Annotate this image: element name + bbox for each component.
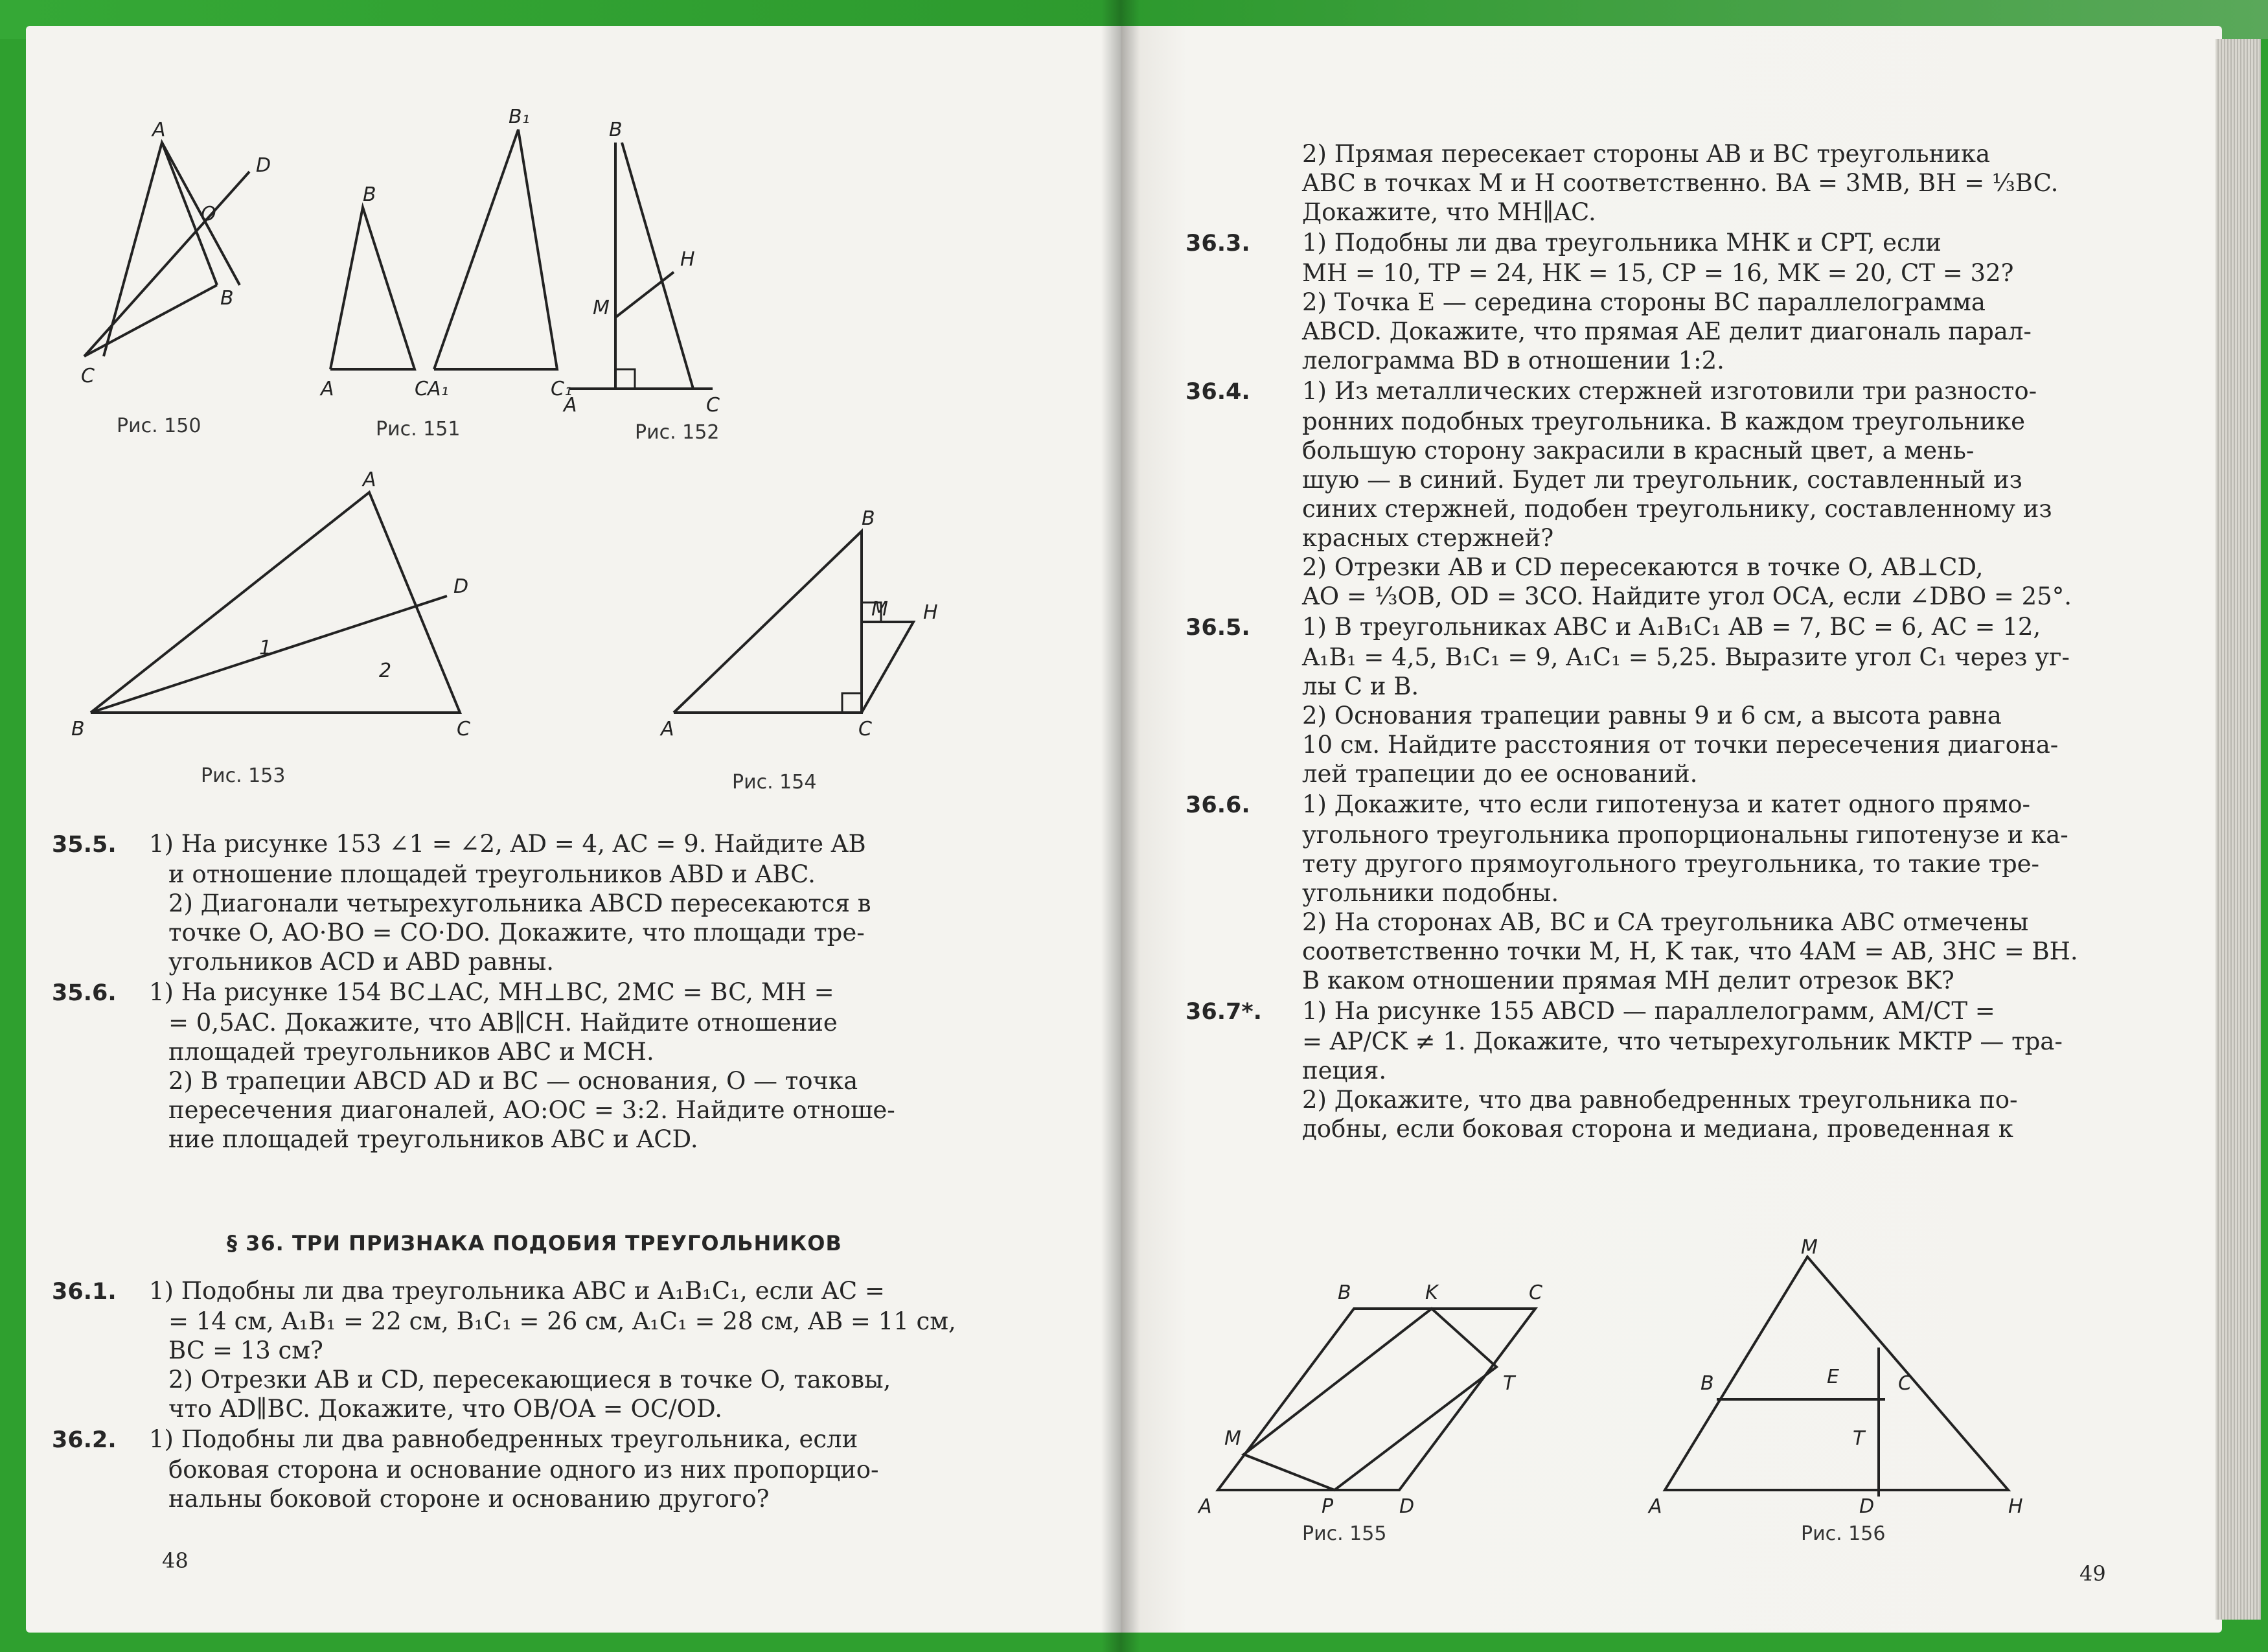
problem-36-2 (52, 1425, 1101, 1513)
problem-line: 1) На рисунке 155 ABCD — параллелограмм, AM/CT = (1302, 997, 1995, 1025)
left-problems-36 (52, 1276, 1101, 1515)
svg-text:B: B (363, 183, 376, 206)
fig154-segment-mh (862, 622, 913, 713)
svg-text:C: C (1529, 1281, 1542, 1304)
caption-fig152: Рис. 152 (635, 421, 720, 444)
left-page (26, 26, 1121, 1633)
right-figures-svg (1121, 1236, 2222, 1594)
svg-text:H: H (923, 601, 938, 624)
svg-text:D: D (1859, 1495, 1875, 1518)
problem-line: площадей треугольников ABC и MCH. (168, 1038, 654, 1066)
problem-line: ронних подобных треугольника. В каждом треугольнике (1302, 407, 2025, 435)
problem-line: что AD∥BC. Докажите, что OB/OA = OC/OD. (168, 1395, 723, 1423)
problem-line: лей трапеции до ее оснований. (1302, 760, 1698, 788)
caption-fig156: Рис. 156 (1801, 1522, 1886, 1545)
svg-text:D: D (453, 575, 469, 598)
problem-35-5 (52, 829, 1101, 976)
problem-number: 36.7*. (1186, 999, 1262, 1025)
problem-line: 2) Диагонали четырехугольника ABCD пересекаются в (168, 889, 871, 917)
svg-text:B: B (1701, 1372, 1714, 1395)
problem-number: 36.3. (1186, 231, 1250, 257)
svg-text:B: B (71, 718, 85, 740)
svg-text:M: M (871, 598, 888, 621)
svg-text:K: K (1425, 1281, 1438, 1304)
page-edges (2216, 39, 2261, 1620)
svg-text:D: D (256, 154, 271, 177)
svg-text:H: H (2008, 1495, 2023, 1518)
problem-line: и отношение площадей треугольников ABD и ABC. (168, 860, 816, 888)
problem-line: шую — в синий. Будет ли треугольник, составленный из (1302, 466, 2022, 494)
svg-text:A: A (1649, 1495, 1662, 1518)
page-number-right: 49 (2079, 1561, 2106, 1586)
problem-line: ABCD. Докажите, что прямая AE делит диагональ парал- (1302, 317, 2032, 345)
right-figure-letters (1197, 1236, 2023, 1518)
svg-text:C: C (415, 378, 428, 400)
fig151-triangle-b (434, 130, 557, 369)
svg-text:A: A (363, 468, 376, 491)
problem-line: ABC в точках M и H соответственно. BA = 3MB, BH = ⅓BC. (1302, 169, 2059, 197)
problem-line: 1) Подобны ли два треугольника MHK и CPT, если (1302, 229, 1942, 257)
problem-line: пересечения диагоналей, AO:OC = 3:2. Найдите отноше- (168, 1096, 895, 1124)
svg-text:D: D (1399, 1495, 1415, 1518)
svg-text:M: M (593, 297, 610, 319)
problem-line: добны, если боковая сторона и медиана, проведенная к (1302, 1115, 2013, 1143)
right-page (1121, 26, 2222, 1633)
problem-line: боковая сторона и основание одного из них пропорцио- (168, 1456, 879, 1484)
problem-line: A₁B₁ = 4,5, B₁C₁ = 9, A₁C₁ = 5,25. Выразите угол C₁ через уг- (1302, 643, 2070, 671)
svg-text:C: C (706, 394, 720, 417)
fig151-triangle (330, 207, 415, 369)
svg-text:A: A (152, 119, 166, 141)
problem-line: большую сторону закрасили в красный цвет, а мень- (1302, 437, 1975, 465)
svg-text:T: T (1503, 1372, 1515, 1395)
svg-text:A: A (661, 718, 674, 740)
problem-line: синих стержней, подобен треугольнику, составленному из (1302, 495, 2052, 523)
svg-text:B: B (1338, 1281, 1351, 1304)
problem-line: тету другого прямоугольного треугольника, то такие тре- (1302, 850, 2040, 878)
svg-text:O: O (201, 203, 216, 225)
svg-text:T: T (1853, 1427, 1865, 1450)
problem-line: красных стержней? (1302, 524, 1554, 552)
problem-36-7 (1186, 996, 2183, 1143)
svg-text:C: C (81, 365, 95, 387)
fig155-trapezoid-mktp (1244, 1309, 1496, 1490)
problem-line: 2) Отрезки AB и CD, пересекающиеся в точке O, таковы, (168, 1366, 891, 1394)
caption-fig155: Рис. 155 (1302, 1522, 1387, 1545)
problem-line: = 14 см, A₁B₁ = 22 см, B₁C₁ = 26 см, A₁C₁ = 28 см, AB = 11 см, (168, 1307, 956, 1335)
problem-number: 36.6. (1186, 792, 1250, 818)
problem-line: нальны боковой стороне и основанию другого? (168, 1485, 770, 1513)
caption-fig153: Рис. 153 (201, 764, 286, 787)
problem-line: = 0,5AC. Докажите, что AB∥CH. Найдите отношение (168, 1009, 838, 1037)
svg-text:A: A (321, 378, 334, 400)
figure-letters (71, 106, 938, 740)
svg-text:B: B (220, 287, 234, 310)
page-number-left: 48 (162, 1548, 189, 1573)
problem-line: пеция. (1302, 1057, 1387, 1084)
problem-line: 2) Докажите, что два равнобедренных треугольника по- (1302, 1086, 2018, 1114)
problem-line: 10 см. Найдите расстояния от точки пересечения диагона- (1302, 731, 2059, 759)
problem-line: угольников ACD и ABD равны. (168, 948, 555, 976)
problem-line: MH = 10, TP = 24, HK = 15, CP = 16, MK = 20, CT = 32? (1302, 259, 2014, 287)
problem-36-2-part2 (1186, 139, 2183, 227)
problem-line: точке O, AO·BO = CO·DO. Докажите, что площади тре- (168, 919, 865, 946)
svg-text:B₁: B₁ (509, 106, 530, 128)
problem-36-1 (52, 1276, 1101, 1423)
svg-text:M: M (1801, 1236, 1818, 1259)
problem-line: 2) На сторонах AB, BC и CA треугольника ABC отмечены (1302, 908, 2029, 936)
problem-number: 36.5. (1186, 615, 1250, 641)
caption-fig151: Рис. 151 (376, 418, 461, 441)
svg-text:C: C (457, 718, 470, 740)
right-problems (1186, 139, 2183, 1145)
problem-36-5 (1186, 612, 2183, 788)
problem-line: Докажите, что MH∥AC. (1302, 198, 1596, 226)
problem-line: 2) В трапеции ABCD AD и BC — основания, O — точка (168, 1067, 858, 1095)
problem-line: 2) Основания трапеции равны 9 и 6 см, а высота равна (1302, 702, 2002, 729)
svg-text:B: B (862, 507, 875, 530)
problem-line: угольники подобны. (1302, 879, 1559, 907)
problem-line: 2) Отрезки AB и CD пересекаются в точке O, AB⊥CD, (1302, 553, 1984, 581)
svg-text:1: 1 (259, 637, 272, 660)
caption-fig150: Рис. 150 (117, 415, 201, 437)
problem-35-6 (52, 978, 1101, 1154)
problem-line: лы C и B. (1302, 672, 1419, 700)
problem-line: 1) В треугольниках ABC и A₁B₁C₁ AB = 7, BC = 6, AC = 12, (1302, 613, 2041, 641)
svg-text:A₁: A₁ (428, 378, 449, 400)
problem-line: AO = ⅓OB, OD = 3CO. Найдите угол OCA, если ∠DBO = 25°. (1302, 582, 2072, 610)
section-heading: § 36. ТРИ ПРИЗНАКА ПОДОБИЯ ТРЕУГОЛЬНИКОВ (227, 1231, 842, 1256)
problem-line: 1) На рисунке 153 ∠1 = ∠2, AD = 4, AC = 9. Найдите AB (149, 830, 866, 858)
svg-text:H: H (680, 248, 695, 271)
problem-line: соответственно точки M, H, K так, что 4AM = AB, 3HC = BH. (1302, 937, 2078, 965)
problem-line: = AP/CK ≠ 1. Докажите, что четырехугольник MKTP — тра- (1302, 1027, 2063, 1055)
fig154-triangle (674, 531, 862, 713)
problem-36-4 (1186, 376, 2183, 611)
problem-36-6 (1186, 790, 2183, 995)
problem-line: В каком отношении прямая MH делит отрезок BK? (1302, 967, 1954, 994)
problem-number: 36.4. (1186, 379, 1250, 405)
problem-line: 1) Подобны ли два треугольника ABC и A₁B₁C₁, если AC = (149, 1277, 885, 1305)
svg-text:M: M (1224, 1427, 1241, 1450)
svg-text:C: C (858, 718, 872, 740)
problem-number: 36.1. (52, 1279, 117, 1305)
problem-line: BC = 13 см? (168, 1337, 323, 1364)
problem-line: лелограмма BD в отношении 1:2. (1302, 347, 1724, 374)
problem-number: 36.2. (52, 1427, 117, 1453)
svg-text:B: B (609, 119, 623, 141)
svg-text:E: E (1827, 1366, 1839, 1388)
problem-line: 1) Докажите, что если гипотенуза и катет одного прямо- (1302, 790, 2031, 818)
problem-line: 2) Прямая пересекает стороны AB и BC треугольника (1302, 140, 1991, 168)
svg-text:2: 2 (379, 660, 392, 682)
fig150-segment-cd (84, 172, 249, 356)
svg-text:A: A (564, 394, 577, 417)
fig150-line-a (104, 143, 240, 356)
problem-line: ние площадей треугольников ABC и ACD. (168, 1125, 698, 1153)
svg-text:C: C (1898, 1372, 1912, 1395)
problem-line: 1) Из металлических стержней изготовили три разносто- (1302, 377, 2037, 405)
svg-text:C₁: C₁ (551, 378, 572, 400)
problem-line: 2) Точка E — середина стороны BC параллелограмма (1302, 288, 1986, 316)
problem-line: 1) На рисунке 154 BC⊥AC, MH⊥BC, 2MC = BC, MH = (149, 978, 834, 1006)
problem-line: угольного треугольника пропорциональны гипотенузе и ка- (1302, 821, 2068, 849)
caption-fig154: Рис. 154 (732, 771, 817, 794)
problem-line: 1) Подобны ли два равнобедренных треугольника, если (149, 1425, 858, 1453)
problem-number: 35.6. (52, 980, 117, 1006)
problem-36-3 (1186, 228, 2183, 375)
svg-text:P: P (1322, 1495, 1334, 1518)
left-problems-35 (52, 829, 1101, 1155)
fig153-triangle (91, 492, 460, 713)
svg-text:A: A (1198, 1495, 1212, 1518)
problem-number: 35.5. (52, 832, 117, 858)
left-figures (26, 26, 1121, 803)
